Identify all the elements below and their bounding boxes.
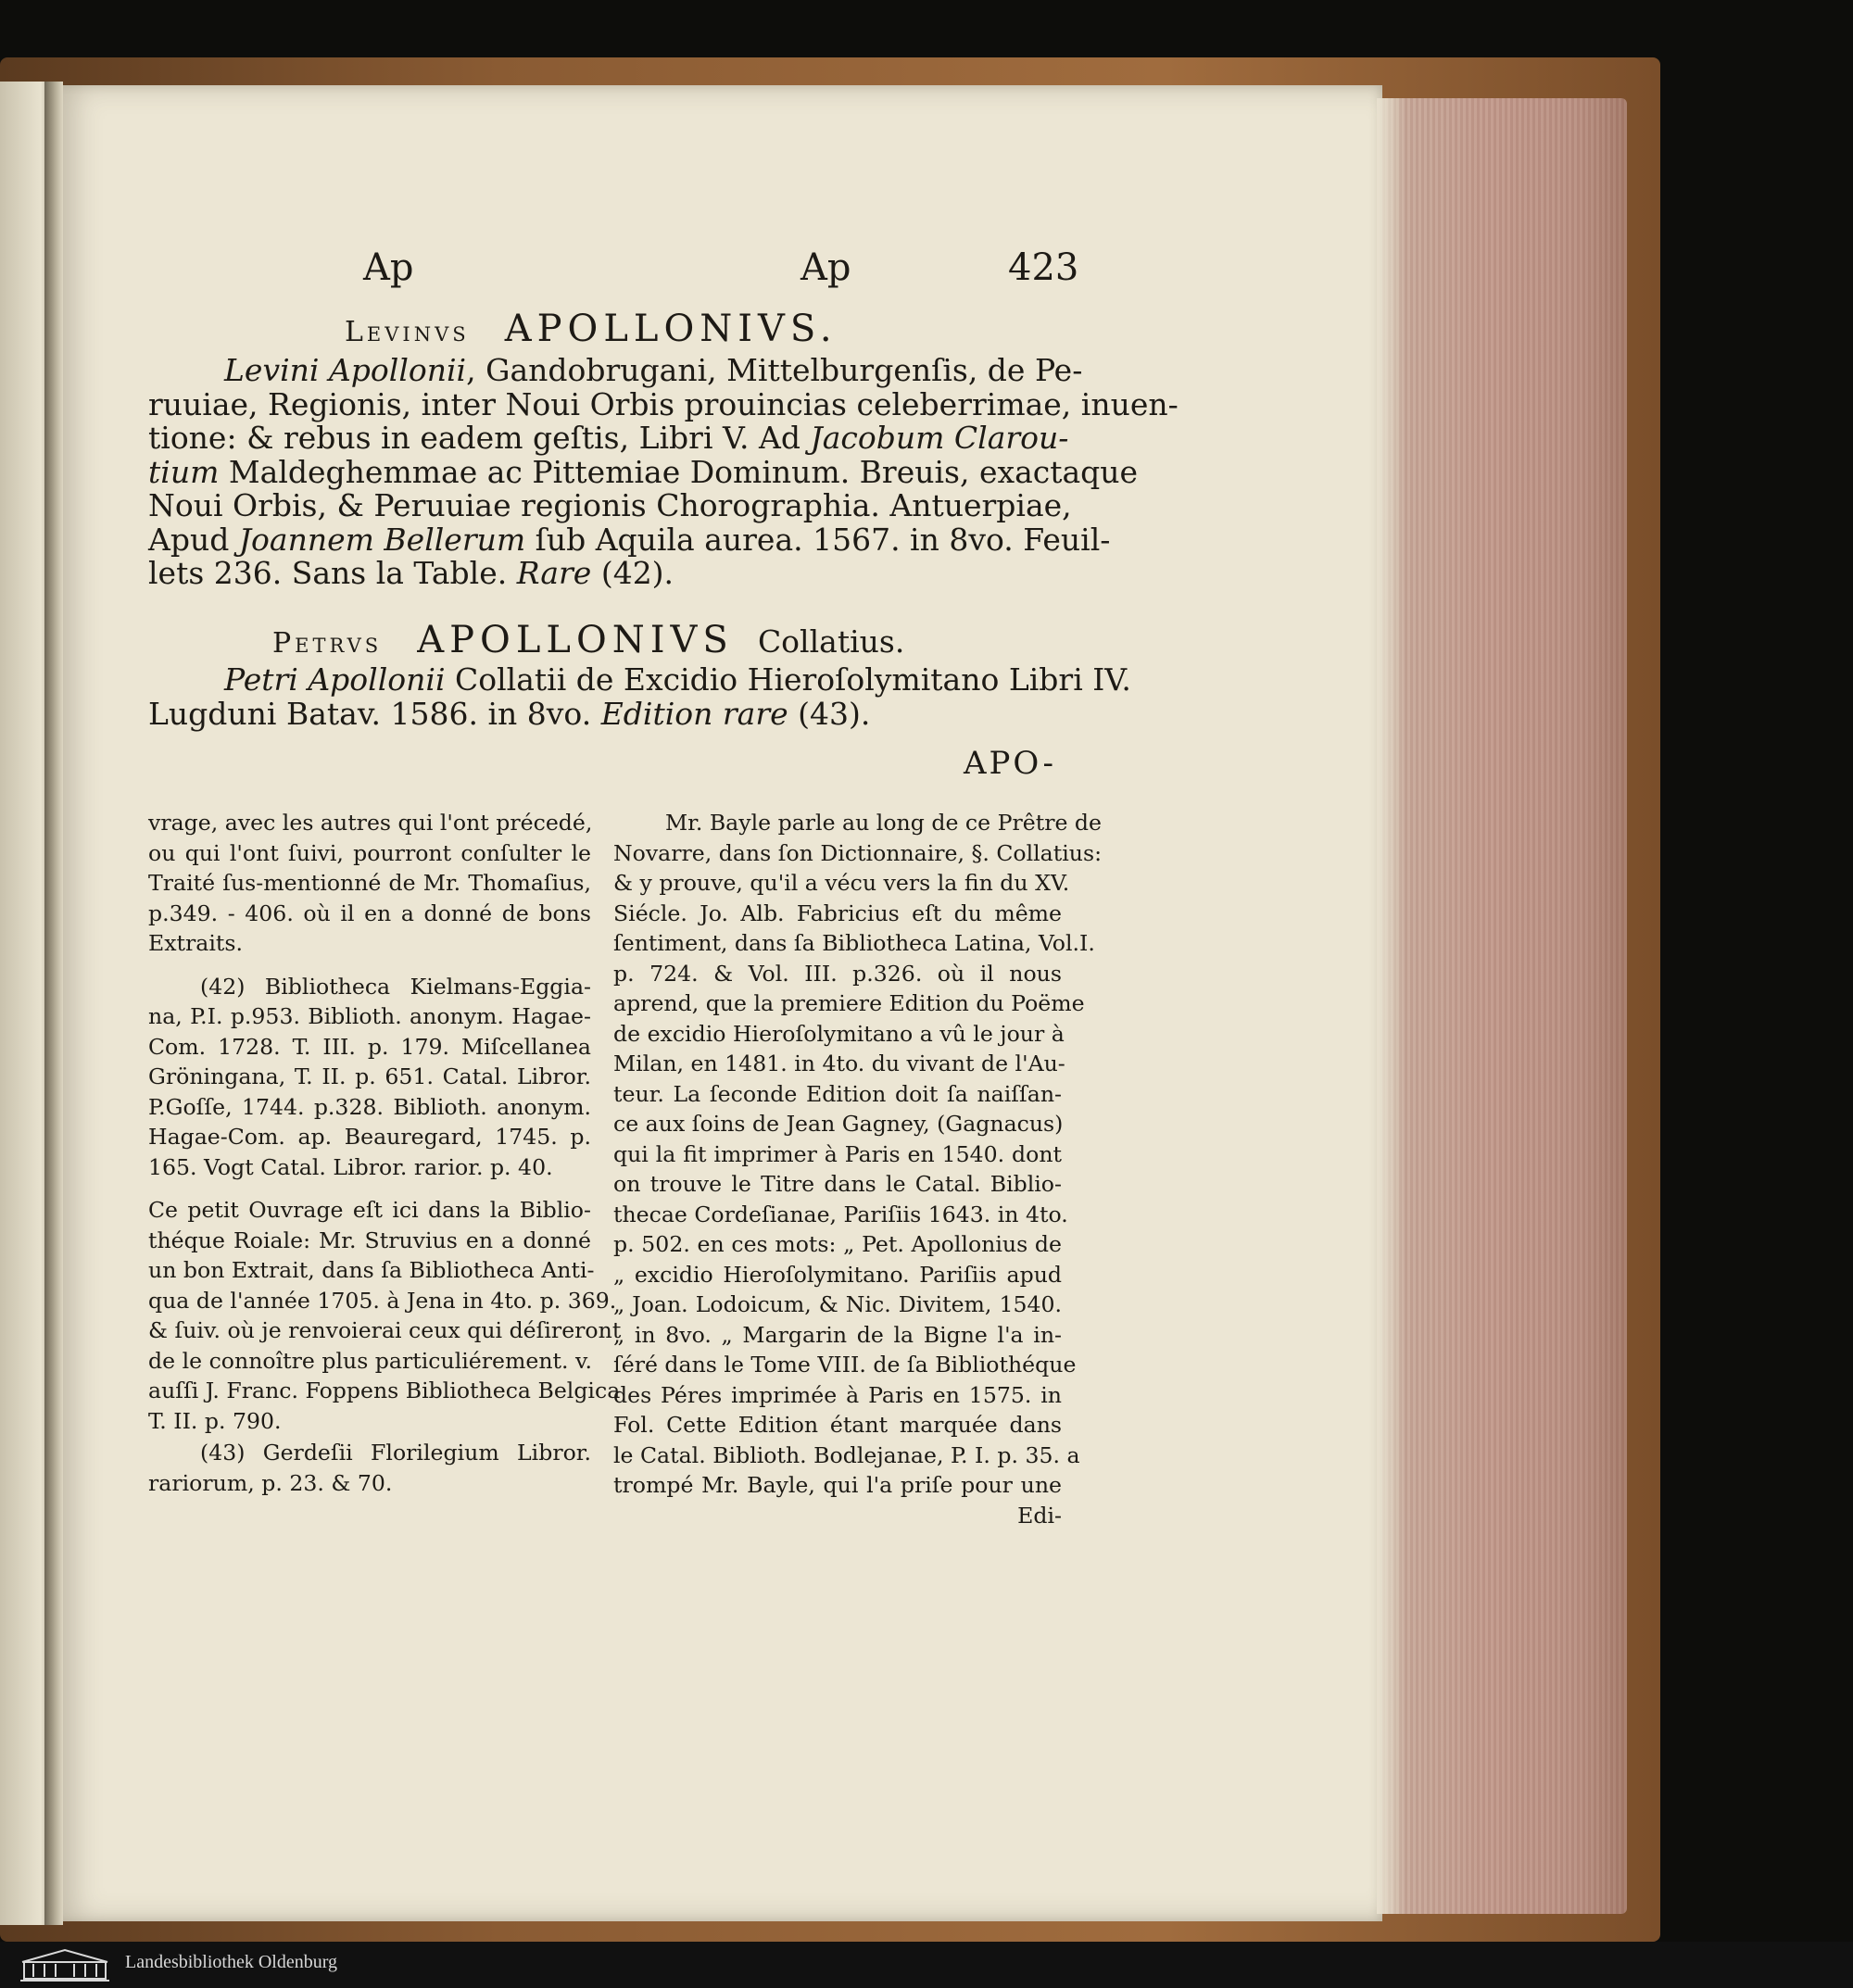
right-footnote-column — [613, 808, 1103, 1530]
right-col-line: thecae Cordeſianae, Pariſiis 1643. in 4to. — [613, 1201, 1068, 1227]
left-col-line: na, P.I. p.953. Biblioth. anonym. Hagae- — [148, 1003, 591, 1029]
right-col-line: Milan, en 1481. in 4to. du vivant de l'Au- — [613, 1051, 1065, 1076]
left-col-line: Hagae-Com. ap. Beauregard, 1745. p. — [148, 1124, 591, 1150]
right-col-line: trompé Mr. Bayle, qui l'a priſe pour une — [613, 1472, 1062, 1498]
entry2-heading — [272, 619, 904, 661]
book-gutter — [44, 82, 63, 1925]
entry2-line: Petri Apollonii Collatii de Excidio Hieroſolymitano Libri IV. — [224, 661, 1131, 698]
right-col-line: Siécle. Jo. Alb. Fabricius eſt du même — [613, 900, 1062, 926]
left-col-line: un bon Extrait, dans ſa Bibliotheca Anti- — [148, 1257, 595, 1283]
left-col-line: auſſi J. Franc. Foppens Bibliotheca Belgica — [148, 1378, 621, 1403]
entry1-line: ruuiae, Regionis, inter Noui Orbis prouincias celeberrimae, inuen- — [148, 385, 1179, 422]
right-col-line: ſéré dans le Tome VIII. de ſa Bibliothéque — [613, 1352, 1077, 1378]
left-col-line: théque Roiale: Mr. Struvius en a donné — [148, 1227, 591, 1253]
catchword-bottom: Edi- — [1017, 1502, 1062, 1529]
right-col-line: „ excidio Hieroſolymitano. Pariſiis apud — [613, 1261, 1062, 1288]
left-col-line: qua de l'année 1705. à Jena in 4to. p. 369. — [148, 1287, 617, 1314]
entry1-line: Levini Apollonii, Gandobrugani, Mittelburgenſis, de Pe- — [224, 352, 1083, 388]
right-col-line: & y prouve, qu'il a vécu vers la fin du XV. — [613, 870, 1070, 896]
left-col-line: Com. 1728. T. III. p. 179. Miſcellanea — [148, 1033, 591, 1060]
entry2-heading-tail: Collatius. — [757, 623, 905, 660]
right-col-line: „ Joan. Lodoicum, & Nic. Divitem, 1540. — [613, 1291, 1062, 1317]
entry2-line: Lugduni Batav. 1586. in 8vo. Edition rare (43). — [148, 695, 871, 732]
left-col-line: Extraits. — [148, 930, 243, 956]
left-col-line: P.Goſſe, 1744. p.328. Biblioth. anonym. — [148, 1093, 591, 1120]
left-footnote-column — [148, 808, 622, 1498]
running-head-center: Ap — [800, 246, 851, 289]
left-col-line: (42) Bibliotheca Kielmans-Eggia- — [200, 973, 591, 1000]
entry2-description — [148, 661, 1131, 732]
right-col-line: teur. La ſeconde Edition doit ſa naiſſan- — [613, 1080, 1062, 1107]
right-col-line: de excidio Hieroſolymitano a vû le jour à — [613, 1020, 1065, 1047]
library-building-icon — [17, 1947, 113, 1982]
institution-name: Landesbibliothek Oldenburg — [125, 1952, 338, 1972]
right-col-line: des Péres imprimée à Paris en 1575. in — [613, 1381, 1062, 1408]
right-col-line: Novarre, dans ſon Dictionnaire, §. Collatius: — [613, 839, 1103, 866]
entry1-heading-forename: Levinvs — [345, 316, 470, 348]
right-col-line: „ in 8vo. „ Margarin de la Bigne l'a in- — [613, 1321, 1062, 1348]
right-col-line: Mr. Bayle parle au long de ce Prêtre de — [665, 810, 1102, 836]
left-col-line: 165. Vogt Catal. Libror. rarior. p. 40. — [148, 1153, 553, 1180]
catchword-top: APO- — [964, 745, 1057, 782]
entry1-line: tione: & rebus in eadem geſtis, Libri V. Ad Jacobum Clarou- — [148, 420, 1069, 456]
left-col-line: p.349. - 406. où il en a donné de bons — [148, 900, 591, 926]
left-col-line: & ſuiv. où je renvoierai ceux qui déſireront — [148, 1317, 622, 1343]
footer-bar — [0, 1942, 1853, 1988]
left-col-line: ou qui l'ont ſuivi, pourront conſulter le — [148, 839, 591, 866]
entry1-line: tium Maldeghemmae ac Pittemiae Dominum. Breuis, exactaque — [148, 453, 1139, 490]
entry1-heading — [345, 308, 838, 350]
right-col-line: ſentiment, dans ſa Bibliotheca Latina, Vol.I. — [613, 930, 1095, 956]
right-col-line: aprend, que la premiere Edition du Poëme — [613, 990, 1085, 1016]
page-number: 423 — [1008, 246, 1079, 289]
running-head-left: Ap — [363, 246, 414, 289]
entry2-heading-forename: Petrvs — [272, 627, 383, 660]
left-col-line: de le connoître plus particuliérement. v. — [148, 1347, 593, 1374]
right-col-line: p. 502. en ces mots: „ Pet. Apollonius de — [613, 1231, 1062, 1257]
entry1-line: lets 236. Sans la Table. Rare (42). — [148, 555, 674, 591]
left-col-line: (43) Gerdeſii Florilegium Libror. — [200, 1440, 591, 1466]
entry1-heading-surname: APOLLONIVS. — [504, 308, 838, 350]
left-col-line: rariorum, p. 23. & 70. — [148, 1469, 393, 1496]
right-col-line: le Catal. Biblioth. Bodlejanae, P. I. p. 35. a — [613, 1441, 1080, 1468]
left-col-line: Gröningana, T. II. p. 651. Catal. Libror. — [148, 1063, 591, 1089]
left-col-line: T. II. p. 790. — [148, 1407, 282, 1434]
left-page-edge — [0, 82, 51, 1925]
right-col-line: p. 724. & Vol. III. p.326. où il nous — [613, 960, 1062, 987]
left-col-line: Ce petit Ouvrage eſt ici dans la Biblio- — [148, 1197, 591, 1223]
entry1-description — [148, 352, 1179, 591]
left-col-line: Traité ſus-mentionné de Mr. Thomaſius, — [148, 870, 591, 896]
right-col-line: qui la fit imprimer à Paris en 1540. dont — [613, 1140, 1062, 1167]
left-col-line: vrage, avec les autres qui l'ont précedé, — [148, 810, 593, 836]
entry1-line: Noui Orbis, & Peruuiae regionis Chorographia. Antuerpiae, — [148, 487, 1072, 523]
right-col-line: ce aux ſoins de Jean Gagney, (Gagnacus) — [613, 1111, 1064, 1137]
right-col-line: Fol. Cette Edition étant marquée dans — [613, 1412, 1062, 1438]
entry2-heading-surname: APOLLONIVS — [417, 619, 734, 661]
entry1-line: Apud Joannem Bellerum ſub Aquila aurea. 1567. in 8vo. Feuil- — [148, 521, 1111, 558]
right-col-line: on trouve le Titre dans le Catal. Biblio- — [613, 1171, 1062, 1197]
page-block-edges — [1377, 98, 1627, 1914]
